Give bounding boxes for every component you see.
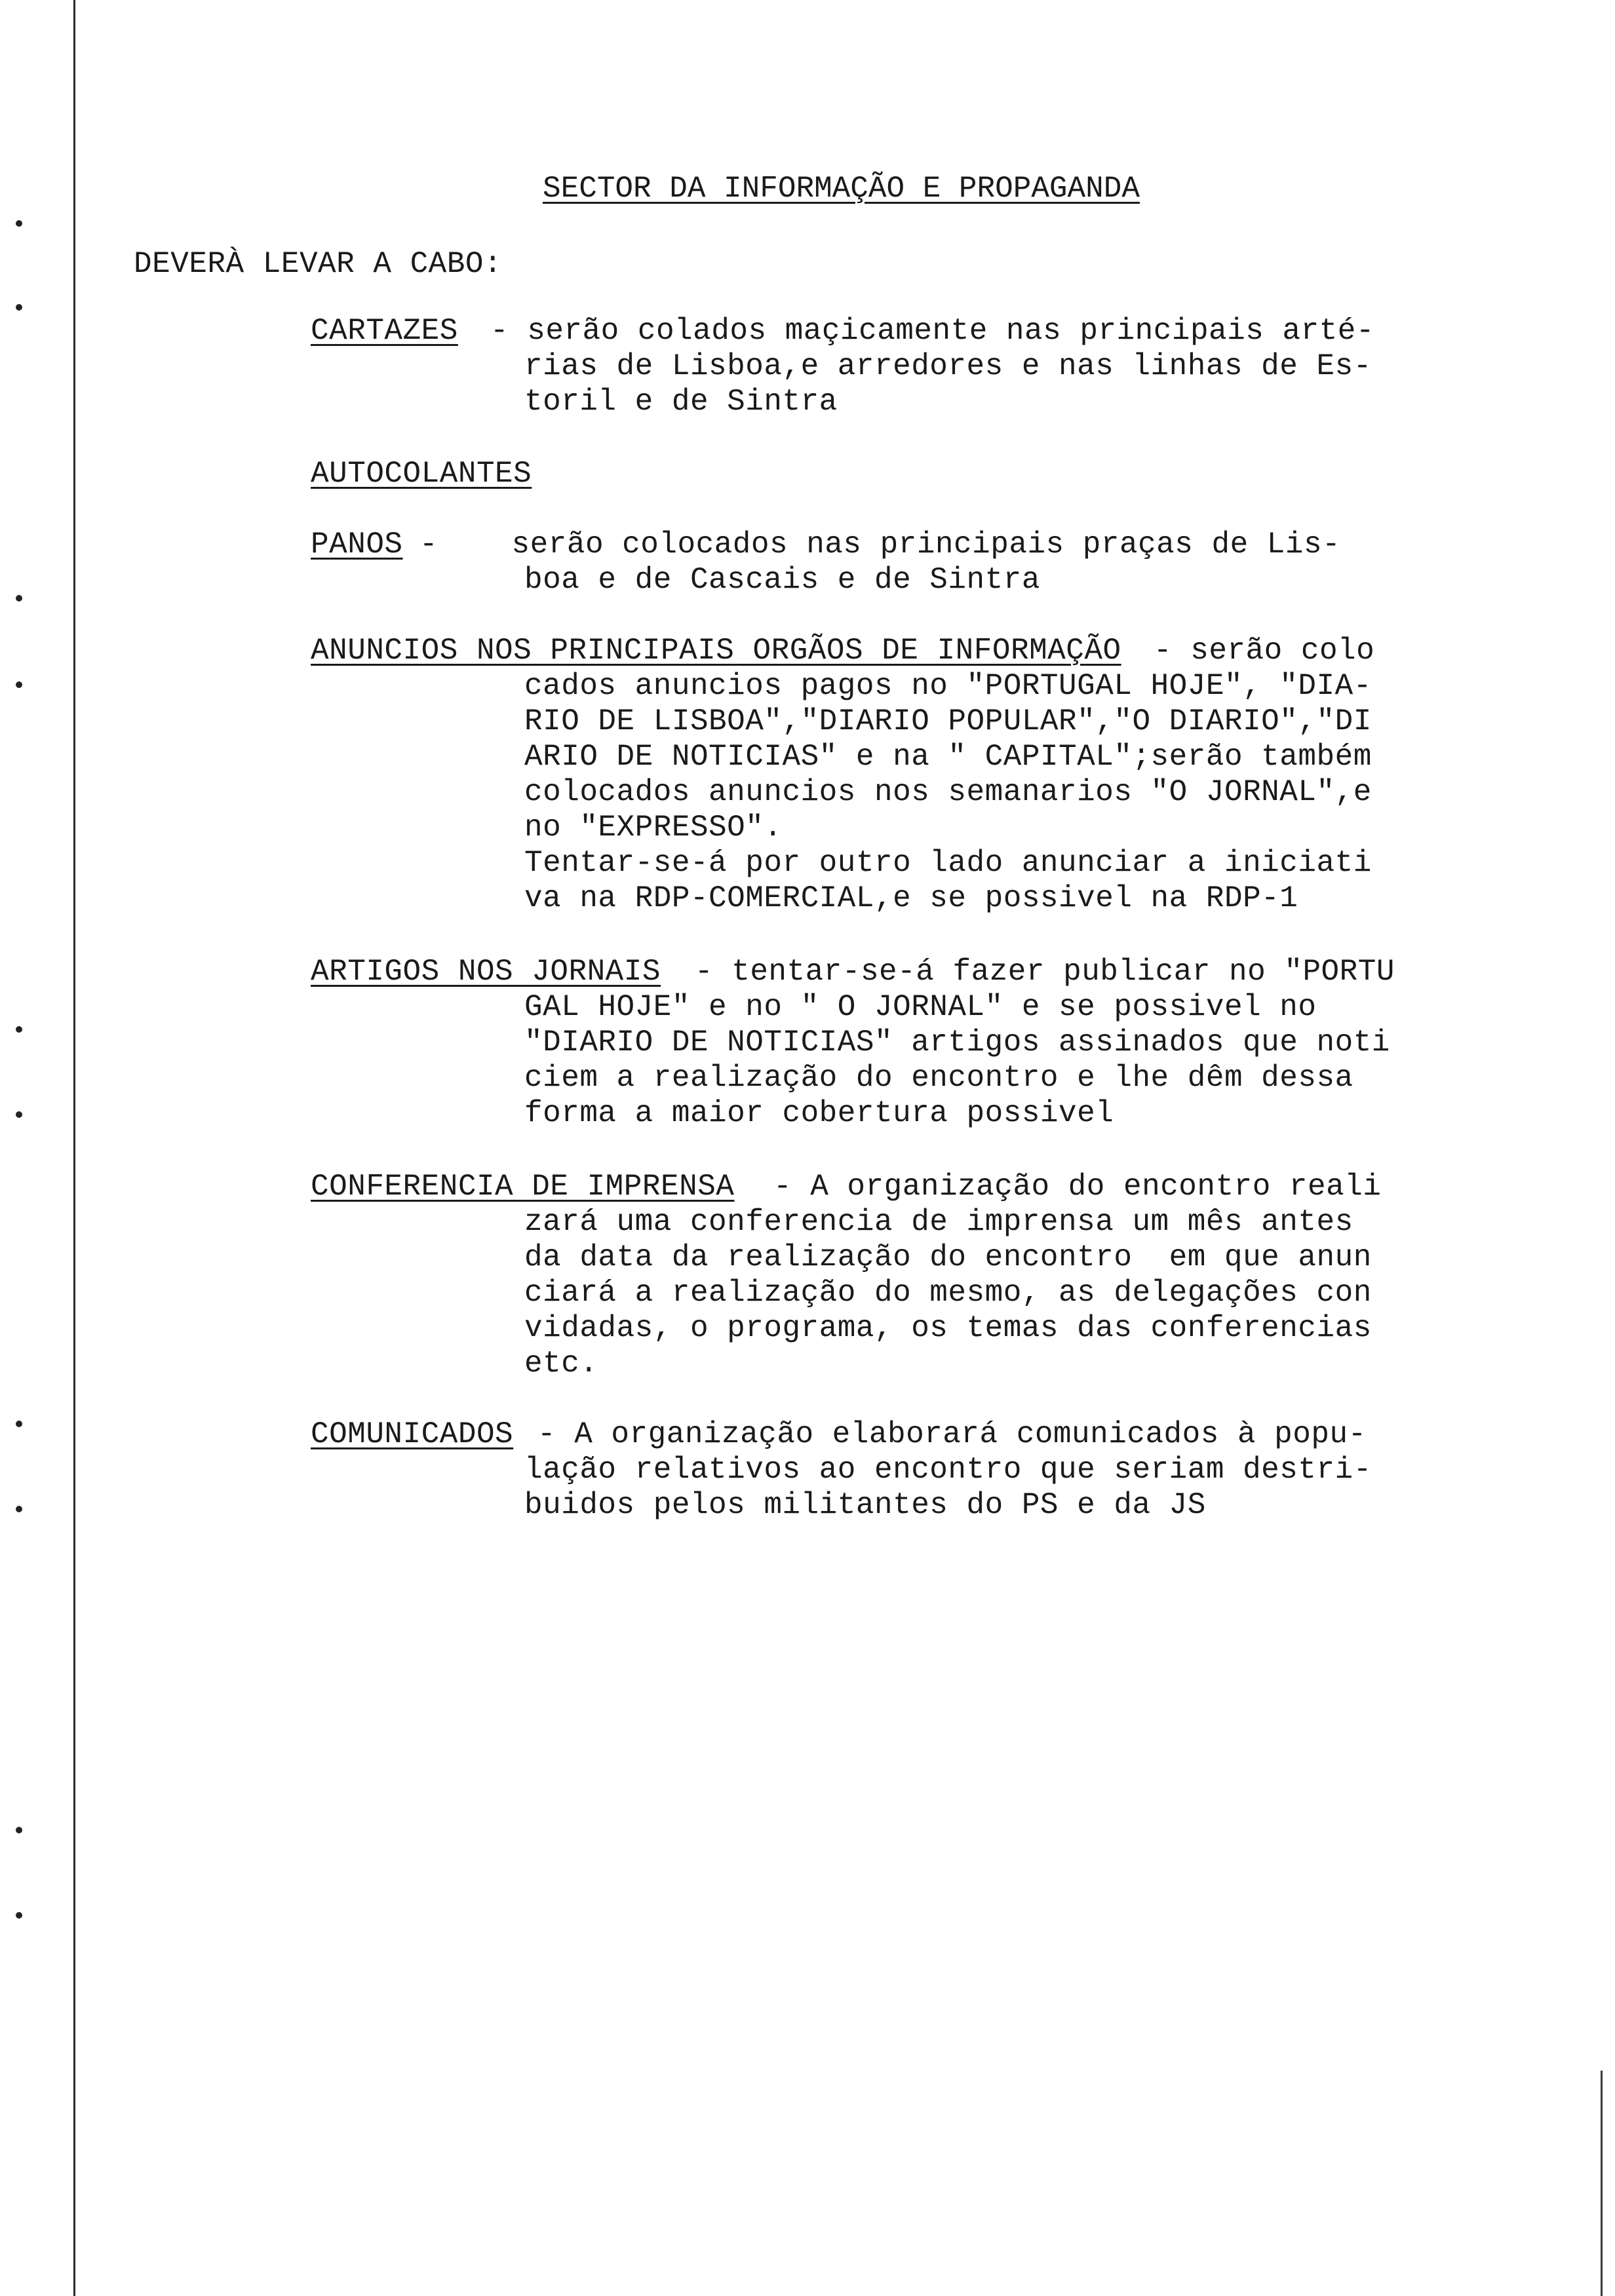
scan-mark bbox=[16, 304, 22, 311]
intro-text: DEVERÀ LEVAR A CABO: bbox=[134, 247, 503, 281]
section-text-line: "DIARIO DE NOTICIAS" artigos assinados que noti bbox=[524, 1025, 1390, 1060]
section-heading-anuncios: ANUNCIOS NOS PRINCIPAIS ORGÃOS DE INFORMAÇÃO bbox=[311, 634, 1121, 668]
section-text-line: cados anuncios pagos no "PORTUGAL HOJE", "DIA- bbox=[524, 669, 1372, 703]
section-text-line: zará uma conferencia de imprensa um mês antes bbox=[524, 1205, 1353, 1239]
scan-mark bbox=[16, 1111, 22, 1118]
section-text-line: etc. bbox=[524, 1347, 598, 1381]
section-text-line: colocados anuncios nos semanarios "O JORNAL",e bbox=[524, 775, 1372, 809]
section-text-line: lação relativos ao encontro que seriam destri- bbox=[524, 1453, 1372, 1487]
section-heading-autocolantes: AUTOCOLANTES bbox=[311, 457, 532, 491]
section-text-line: - tentar-se-á fazer publicar no "PORTU bbox=[695, 955, 1395, 989]
section-text-line: da data da realização do encontro em que anun bbox=[524, 1240, 1372, 1274]
scan-mark bbox=[16, 1912, 22, 1919]
section-text-line: rias de Lisboa,e arredores e nas linhas de Es- bbox=[524, 349, 1372, 383]
scan-mark bbox=[16, 1421, 22, 1427]
section-text-line: RIO DE LISBOA","DIARIO POPULAR","O DIARIO","DI bbox=[524, 704, 1372, 738]
section-text-line: ARIO DE NOTICIAS" e na " CAPITAL";serão também bbox=[524, 740, 1372, 774]
section-heading-conferencia: CONFERENCIA DE IMPRENSA bbox=[311, 1170, 735, 1204]
section-text-line: - A organização do encontro reali bbox=[773, 1170, 1382, 1204]
page-edge-left bbox=[73, 0, 75, 2296]
section-heading-comunicados: COMUNICADOS bbox=[311, 1417, 514, 1451]
section-heading-artigos: ARTIGOS NOS JORNAIS bbox=[311, 955, 661, 989]
section-text-line: buidos pelos militantes do PS e da JS bbox=[524, 1488, 1206, 1522]
section-text-line: Tentar-se-á por outro lado anunciar a iniciati bbox=[524, 846, 1372, 880]
section-text-line: - serão colocados nas principais praças de Lis- bbox=[419, 527, 1341, 562]
page-edge-right bbox=[1601, 2071, 1603, 2296]
section-text-line: ciem a realização do encontro e lhe dêm dessa bbox=[524, 1061, 1353, 1095]
scan-mark bbox=[16, 681, 22, 688]
section-text-line: ciará a realização do mesmo, as delegações con bbox=[524, 1276, 1372, 1310]
page-title: SECTOR DA INFORMAÇÃO E PROPAGANDA bbox=[543, 172, 1140, 206]
scan-mark bbox=[16, 1827, 22, 1833]
section-text-line: boa e de Cascais e de Sintra bbox=[524, 563, 1040, 597]
section-heading-cartazes: CARTAZES bbox=[311, 314, 458, 348]
section-text-line: - A organização elaborará comunicados à popu- bbox=[537, 1417, 1367, 1451]
section-text-line: vidadas, o programa, os temas das conferencias bbox=[524, 1311, 1372, 1345]
scan-mark bbox=[16, 595, 22, 602]
section-text-line: - serão colo bbox=[1154, 634, 1375, 668]
section-text-line: no "EXPRESSO". bbox=[524, 811, 783, 845]
section-text-line: forma a maior cobertura possivel bbox=[524, 1096, 1114, 1130]
section-text-line: GAL HOJE" e no " O JORNAL" e se possivel no bbox=[524, 990, 1317, 1024]
scan-mark bbox=[16, 1026, 22, 1033]
section-text-line: toril e de Sintra bbox=[524, 385, 838, 419]
section-heading-panos: PANOS bbox=[311, 527, 403, 562]
scan-mark bbox=[16, 220, 22, 227]
section-text-line: va na RDP-COMERCIAL,e se possivel na RDP-1 bbox=[524, 881, 1298, 915]
section-text-line: - serão colados maçicamente nas principais arté- bbox=[490, 314, 1375, 348]
scan-mark bbox=[16, 1506, 22, 1512]
